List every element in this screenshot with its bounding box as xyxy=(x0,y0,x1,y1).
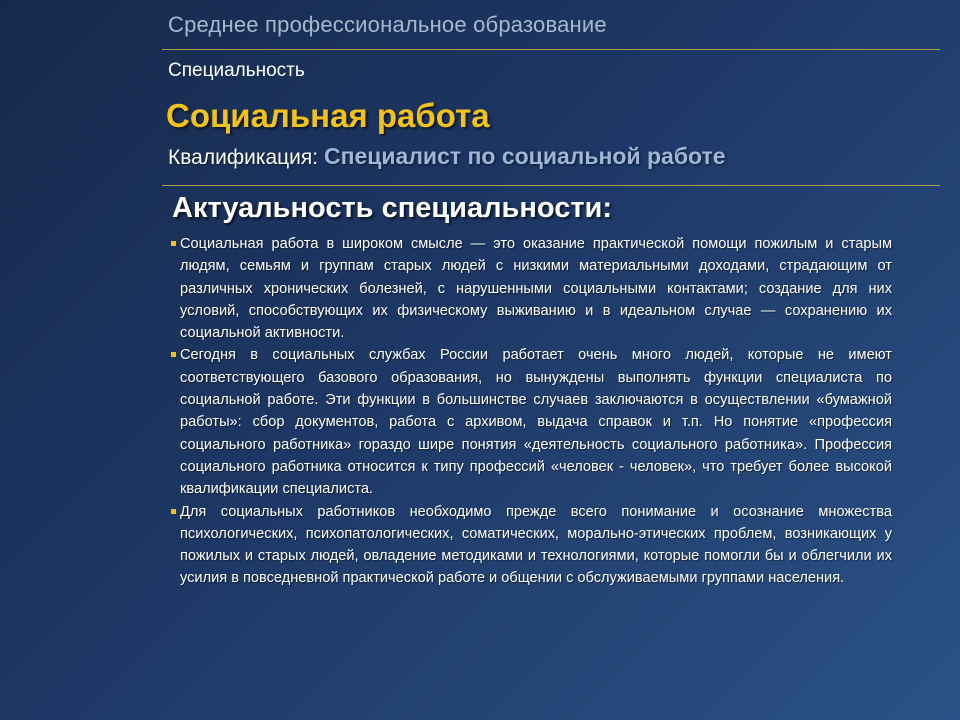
bullet-marker-icon xyxy=(171,509,176,514)
bullet-marker-icon xyxy=(171,241,176,246)
bullet-marker-icon xyxy=(171,352,176,357)
specialty-label: Специальность xyxy=(168,60,305,81)
bullet-text: Социальная работа в широком смысле — это оказание практической помощи пожилым и старым людям, семьям и группам старых людей с низкими материальными доходами, страдающим от различных хронических болезней, с нарушенными социальными контактами; создание для них условий, способствующих их физическому выживанию и в идеальном случае — сохранению их социальной активности. xyxy=(180,236,892,342)
qualification-label: Квалификация: xyxy=(168,146,324,169)
header-divider xyxy=(162,49,940,50)
bullet-list xyxy=(170,233,892,590)
bullet-text: Для социальных работников необходимо прежде всего понимание и осознание множества психологических, психопатологических, соматических, морально-этических проблем, возникающих у пожилых и старых людей, овладение методиками и технологиями, которые помогли бы и облегчили их усилия в повседневной практической работе и общении с обслуживаемыми группами населения. xyxy=(180,503,892,587)
specialty-name: Социальная работа xyxy=(166,97,490,134)
section-divider xyxy=(162,185,940,186)
bullet-item xyxy=(170,501,892,590)
bullet-text: Сегодня в социальных службах России работает очень много людей, которые не имеют соответствующего базового образования, но вынуждены выполнять функции специалиста по социальной работе. Эти функции в большинстве случаев заключаются в осуществлении «бумажной работы»: сбор документов, работа с архивом, выдача справок и т.п. Но понятие «профессия социального работника» гораздо шире понятия «деятельность социального работника». Профессия социального работника относится к типу профессий «человек - человек», что требует более высокой квалификации специалиста. xyxy=(180,347,892,498)
bullet-item xyxy=(170,344,892,500)
section-heading: Актуальность специальности: xyxy=(172,192,613,224)
qualification-line xyxy=(168,143,726,170)
bullet-item xyxy=(170,233,892,344)
header-title: Среднее профессиональное образование xyxy=(168,12,607,37)
qualification-value: Специалист по социальной работе xyxy=(323,143,726,169)
